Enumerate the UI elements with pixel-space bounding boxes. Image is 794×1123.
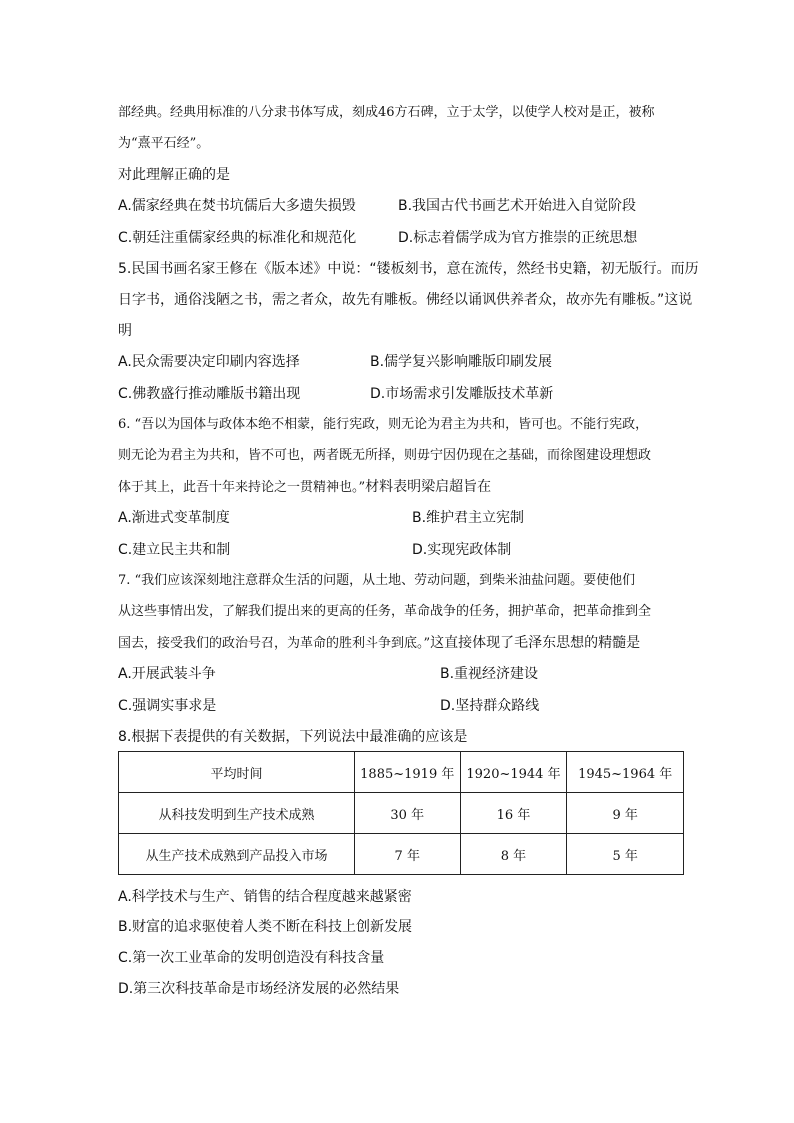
table-cell: 16 年	[460, 793, 567, 834]
q5-line3: 明	[118, 323, 132, 339]
q4-option-d: D.标志着儒学成为官方推崇的正统思想	[398, 230, 638, 246]
q8-option-a: A.科学技术与生产、销售的结合程度越来越紧密	[118, 889, 412, 905]
q7-option-a: A.开展武装斗争	[118, 666, 216, 682]
q8-option-d: D.第三次科技革命是市场经济发展的必然结果	[118, 981, 400, 997]
q4-option-b: B.我国古代书画艺术开始进入自觉阶段	[398, 198, 637, 214]
q8-stem: 8.根据下表提供的有关数据，下列说法中最准确的应该是	[118, 729, 468, 745]
q7-option-c: C.强调实事求是	[118, 698, 217, 714]
q5-line1: 5.民国书画名家王修在《版本述》中说：“镂板刻书，意在流传，然经书史籍，初无版行。而历	[118, 261, 699, 277]
q5-line2: 日字书，通俗浅陋之书，需之者众，故先有雕板。佛经以诵讽供养者众，故亦先有雕板。”这说	[118, 292, 693, 308]
table-cell: 8 年	[460, 834, 567, 875]
q6-option-a: A.渐进式变革制度	[118, 510, 230, 526]
table-cell: 5 年	[567, 834, 684, 875]
table-header-cell: 1945~1964 年	[567, 752, 684, 793]
q7-option-d: D.坚持群众路线	[440, 698, 540, 714]
q5-option-a: A.民众需要决定印刷内容选择	[118, 354, 300, 370]
q7-line3	[118, 633, 640, 654]
q6-line3	[118, 477, 491, 498]
table-row	[119, 793, 684, 834]
q4-material-line1: 部经典。经典用标准的八分隶书体写成，刻成46方石碑，立于太学，以使学人校对是正，被称	[118, 105, 655, 120]
q8-option-c: C.第一次工业革命的发明创造没有科技含量	[118, 950, 385, 966]
table-cell: 从生产技术成熟到产品投入市场	[119, 834, 355, 875]
q6-option-b: B.维护君主立宪制	[412, 510, 525, 526]
q6-quote-end: 体于其上，此吾十年来持论之一贯精神也。”	[118, 480, 366, 495]
q8-option-b: B.财富的追求驱使着人类不断在科技上创新发展	[118, 919, 413, 935]
q7-stem: 这直接体现了毛泽东思想的精髓是	[430, 635, 641, 651]
q4-option-a: A.儒家经典在焚书坑儒后大多遗失损毁	[118, 198, 356, 214]
table-cell: 9 年	[567, 793, 684, 834]
table-cell: 30 年	[354, 793, 460, 834]
q6-line1: 6. “吾以为国体与政体本绝不相蒙，能行宪政，则无论为君主为共和，皆可也。不能行宪政，	[118, 417, 649, 432]
table-header-cell: 平均时间	[119, 752, 355, 793]
q5-option-b: B.儒学复兴影响雕版印刷发展	[370, 354, 553, 370]
q4-option-c: C.朝廷注重儒家经典的标准化和规范化	[118, 230, 357, 246]
table-cell: 7 年	[354, 834, 460, 875]
q4-stem: 对此理解正确的是	[118, 167, 230, 183]
q6-option-c: C.建立民主共和制	[118, 542, 231, 558]
table-header-row	[119, 752, 684, 793]
table-header-cell: 1885~1919 年	[354, 752, 460, 793]
table-row	[119, 834, 684, 875]
q7-option-b: B.重视经济建设	[440, 666, 539, 682]
q4-material-line2: 为“熹平石经”。	[118, 136, 210, 151]
q7-line1: 7. “我们应该深刻地注意群众生活的问题，从土地、劳动问题，到柴米油盐问题。要使他们	[118, 573, 636, 588]
q5-option-d: D.市场需求引发雕版技术革新	[370, 386, 554, 402]
q6-line2: 则无论为君主为共和，皆不可也，两者既无所择，则毋宁因仍现在之基础，而徐图建设理想政	[118, 448, 652, 463]
q7-line2: 从这些事情出发，了解我们提出来的更高的任务，革命战争的任务，拥护革命，把革命推到全	[118, 604, 652, 619]
q6-stem: 材料表明梁启超旨在	[365, 479, 492, 495]
q6-option-d: D.实现宪政体制	[412, 542, 512, 558]
table-header-cell: 1920~1944 年	[460, 752, 567, 793]
q5-option-c: C.佛教盛行推动雕版书籍出现	[118, 386, 301, 402]
q7-quote-end: 国去，接受我们的政治号召，为革命的胜利斗争到底。”	[118, 636, 431, 651]
table-cell: 从科技发明到生产技术成熟	[119, 793, 355, 834]
q8-data-table	[118, 751, 684, 875]
